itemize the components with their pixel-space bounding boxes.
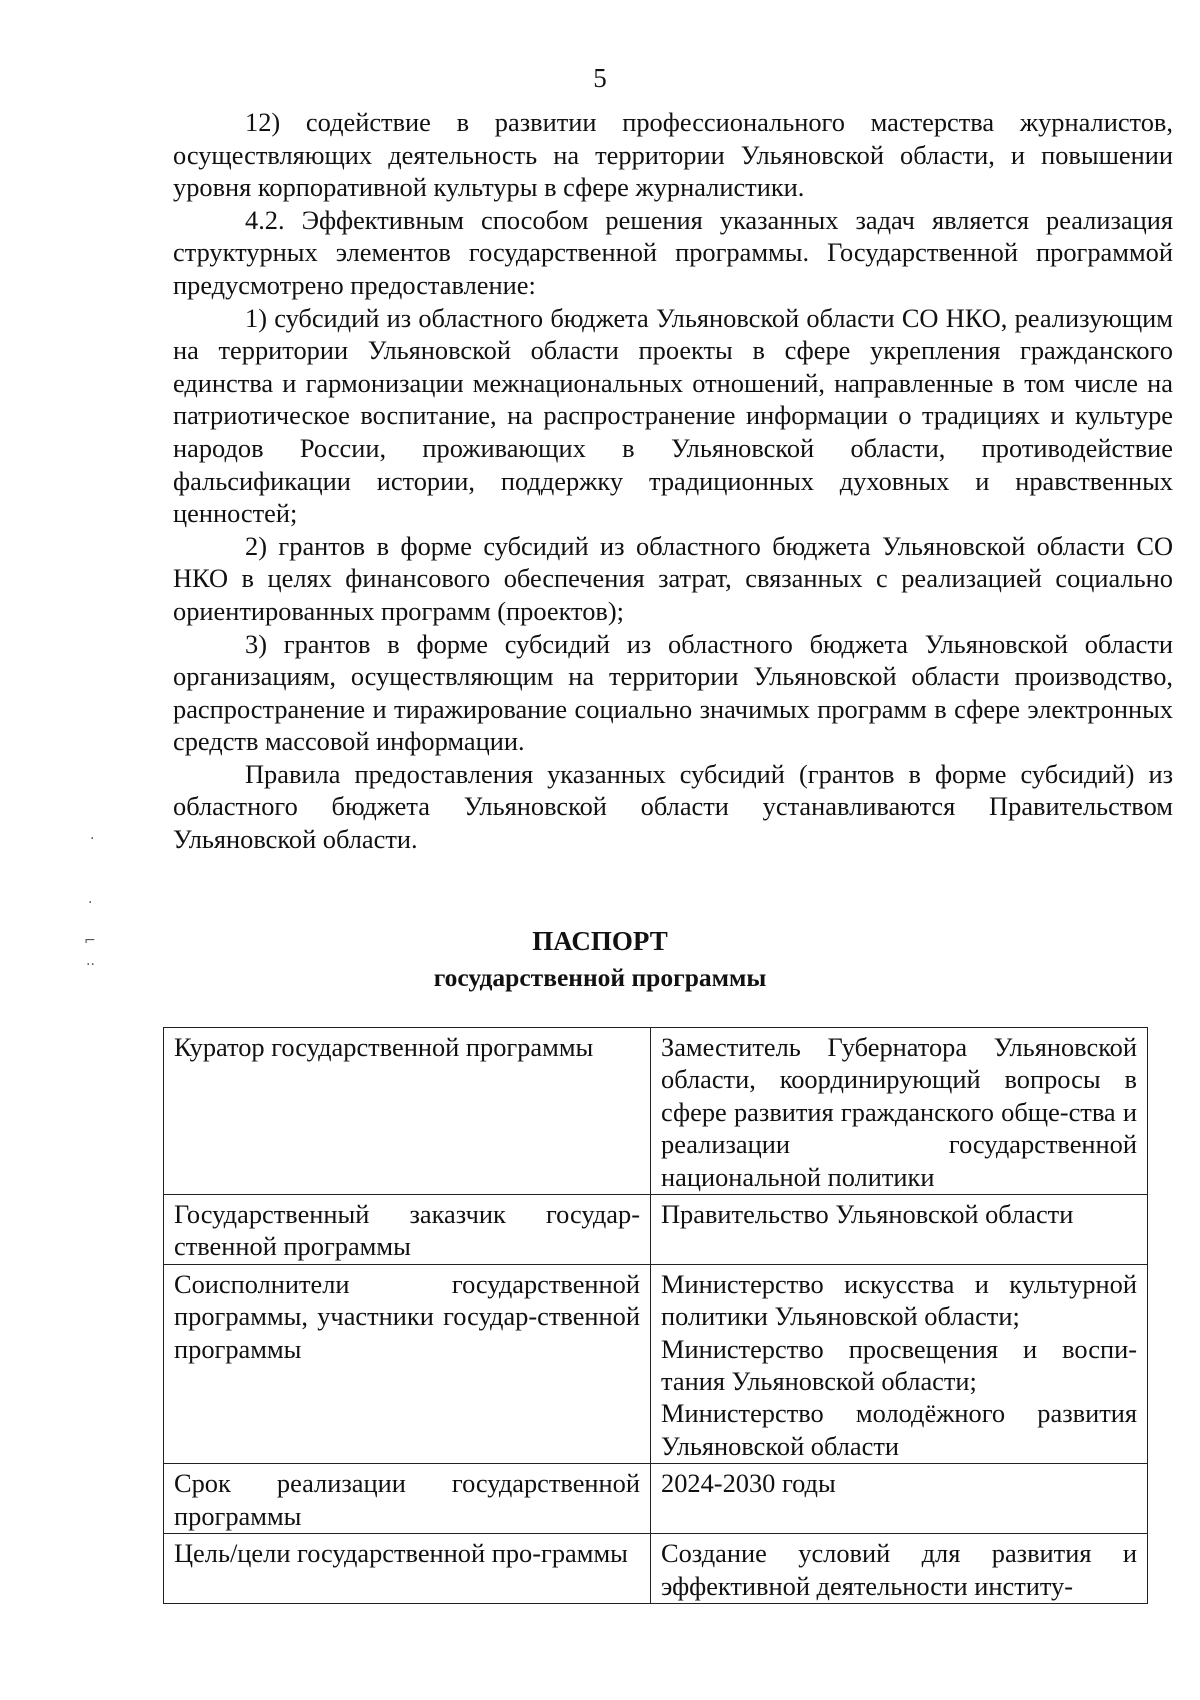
passport-table [163, 1027, 1148, 1604]
passport-value-curator: Заместитель Губернатора Ульяновской области, координирующий вопросы в сфере развития гражданского обще-ства и реализации государственной национальной политики [651, 1028, 1148, 1195]
paragraph-section-4-2: 4.2. Эффективным способом решения указанных задач является реализация структурных элементов государственной программы. Государственной программой предусмотрено предоставление: [173, 204, 1173, 300]
passport-value-coexecutors [651, 1264, 1148, 1463]
paragraph-item-12: 12) содействие в развитии профессионального мастерства журналистов, осуществляющих деятельность на территории Ульяновской области, и повышении уровня корпоративной культуры в сфере журналистики. [173, 107, 1173, 203]
paragraph-subsidy-1: 1) субсидий из областного бюджета Ульяновской области СО НКО, реализующим на территории Ульяновской области проекты в сфере укрепления гражданского единства и гармонизации межнациональных отношений, направленные в том числе на патриотическое воспитание, на распространение информации о традициях и культуре народов России, проживающих в Ульяновской области, противодействие фальсификации истории, поддержку традиционных духовных и нравственных ценностей; [173, 302, 1173, 529]
table-row [164, 1534, 1148, 1604]
passport-key-customer: Государственный заказчик государ-ственной программы [164, 1195, 651, 1265]
coexecutor-item: Министерство молодёжного развития Ульяновской области [661, 1398, 1137, 1461]
passport-value-customer: Правительство Ульяновской области [651, 1195, 1148, 1265]
passport-key-coexecutors: Соисполнители государственной программы, участники государ-ственной программы [164, 1264, 651, 1463]
scan-speck: · [90, 831, 95, 847]
scan-speck: · [88, 895, 93, 911]
body-text [173, 106, 1173, 856]
table-row [164, 1195, 1148, 1265]
passport-value-goals: Создание условий для развития и эффективной деятельности институ- [651, 1534, 1148, 1604]
passport-subtitle: государственной программы [433, 963, 767, 992]
table-row [164, 1028, 1148, 1195]
passport-key-goals: Цель/цели государственной про-граммы [164, 1534, 651, 1604]
table-row [164, 1264, 1148, 1463]
passport-key-term: Срок реализации государственной программы [164, 1464, 651, 1534]
paragraph-grant-3: 3) грантов в форме субсидий из областного бюджета Ульяновской области организациям, осуществляющим на территории Ульяновской области производство, распространение и тиражирование социально значимых программ в сфере электронных средств массовой информации. [173, 628, 1173, 757]
table-row [164, 1464, 1148, 1534]
page-number: 5 [593, 63, 607, 93]
passport-key-curator: Куратор государственной программы [164, 1028, 651, 1195]
scan-speck: ·· [86, 957, 95, 973]
passport-value-term: 2024-2030 годы [651, 1464, 1148, 1534]
passport-title: ПАСПОРТ [532, 926, 668, 956]
paragraph-grant-2: 2) грантов в форме субсидий из областного бюджета Ульяновской области СО НКО в целях финансового обеспечения затрат, связанных с реализацией социально ориентированных программ (проектов); [173, 530, 1173, 626]
scan-speck: ⌐ [84, 933, 96, 949]
coexecutor-item: Министерство просвещения и воспи-тания Ульяновской области; [661, 1333, 1137, 1397]
coexecutor-item: Министерство искусства и культурной политики Ульяновской области; [661, 1268, 1137, 1332]
paragraph-rules: Правила предоставления указанных субсидий (грантов в форме субсидий) из областного бюджета Ульяновской области устанавливаются Правительством Ульяновской области. [173, 758, 1173, 855]
